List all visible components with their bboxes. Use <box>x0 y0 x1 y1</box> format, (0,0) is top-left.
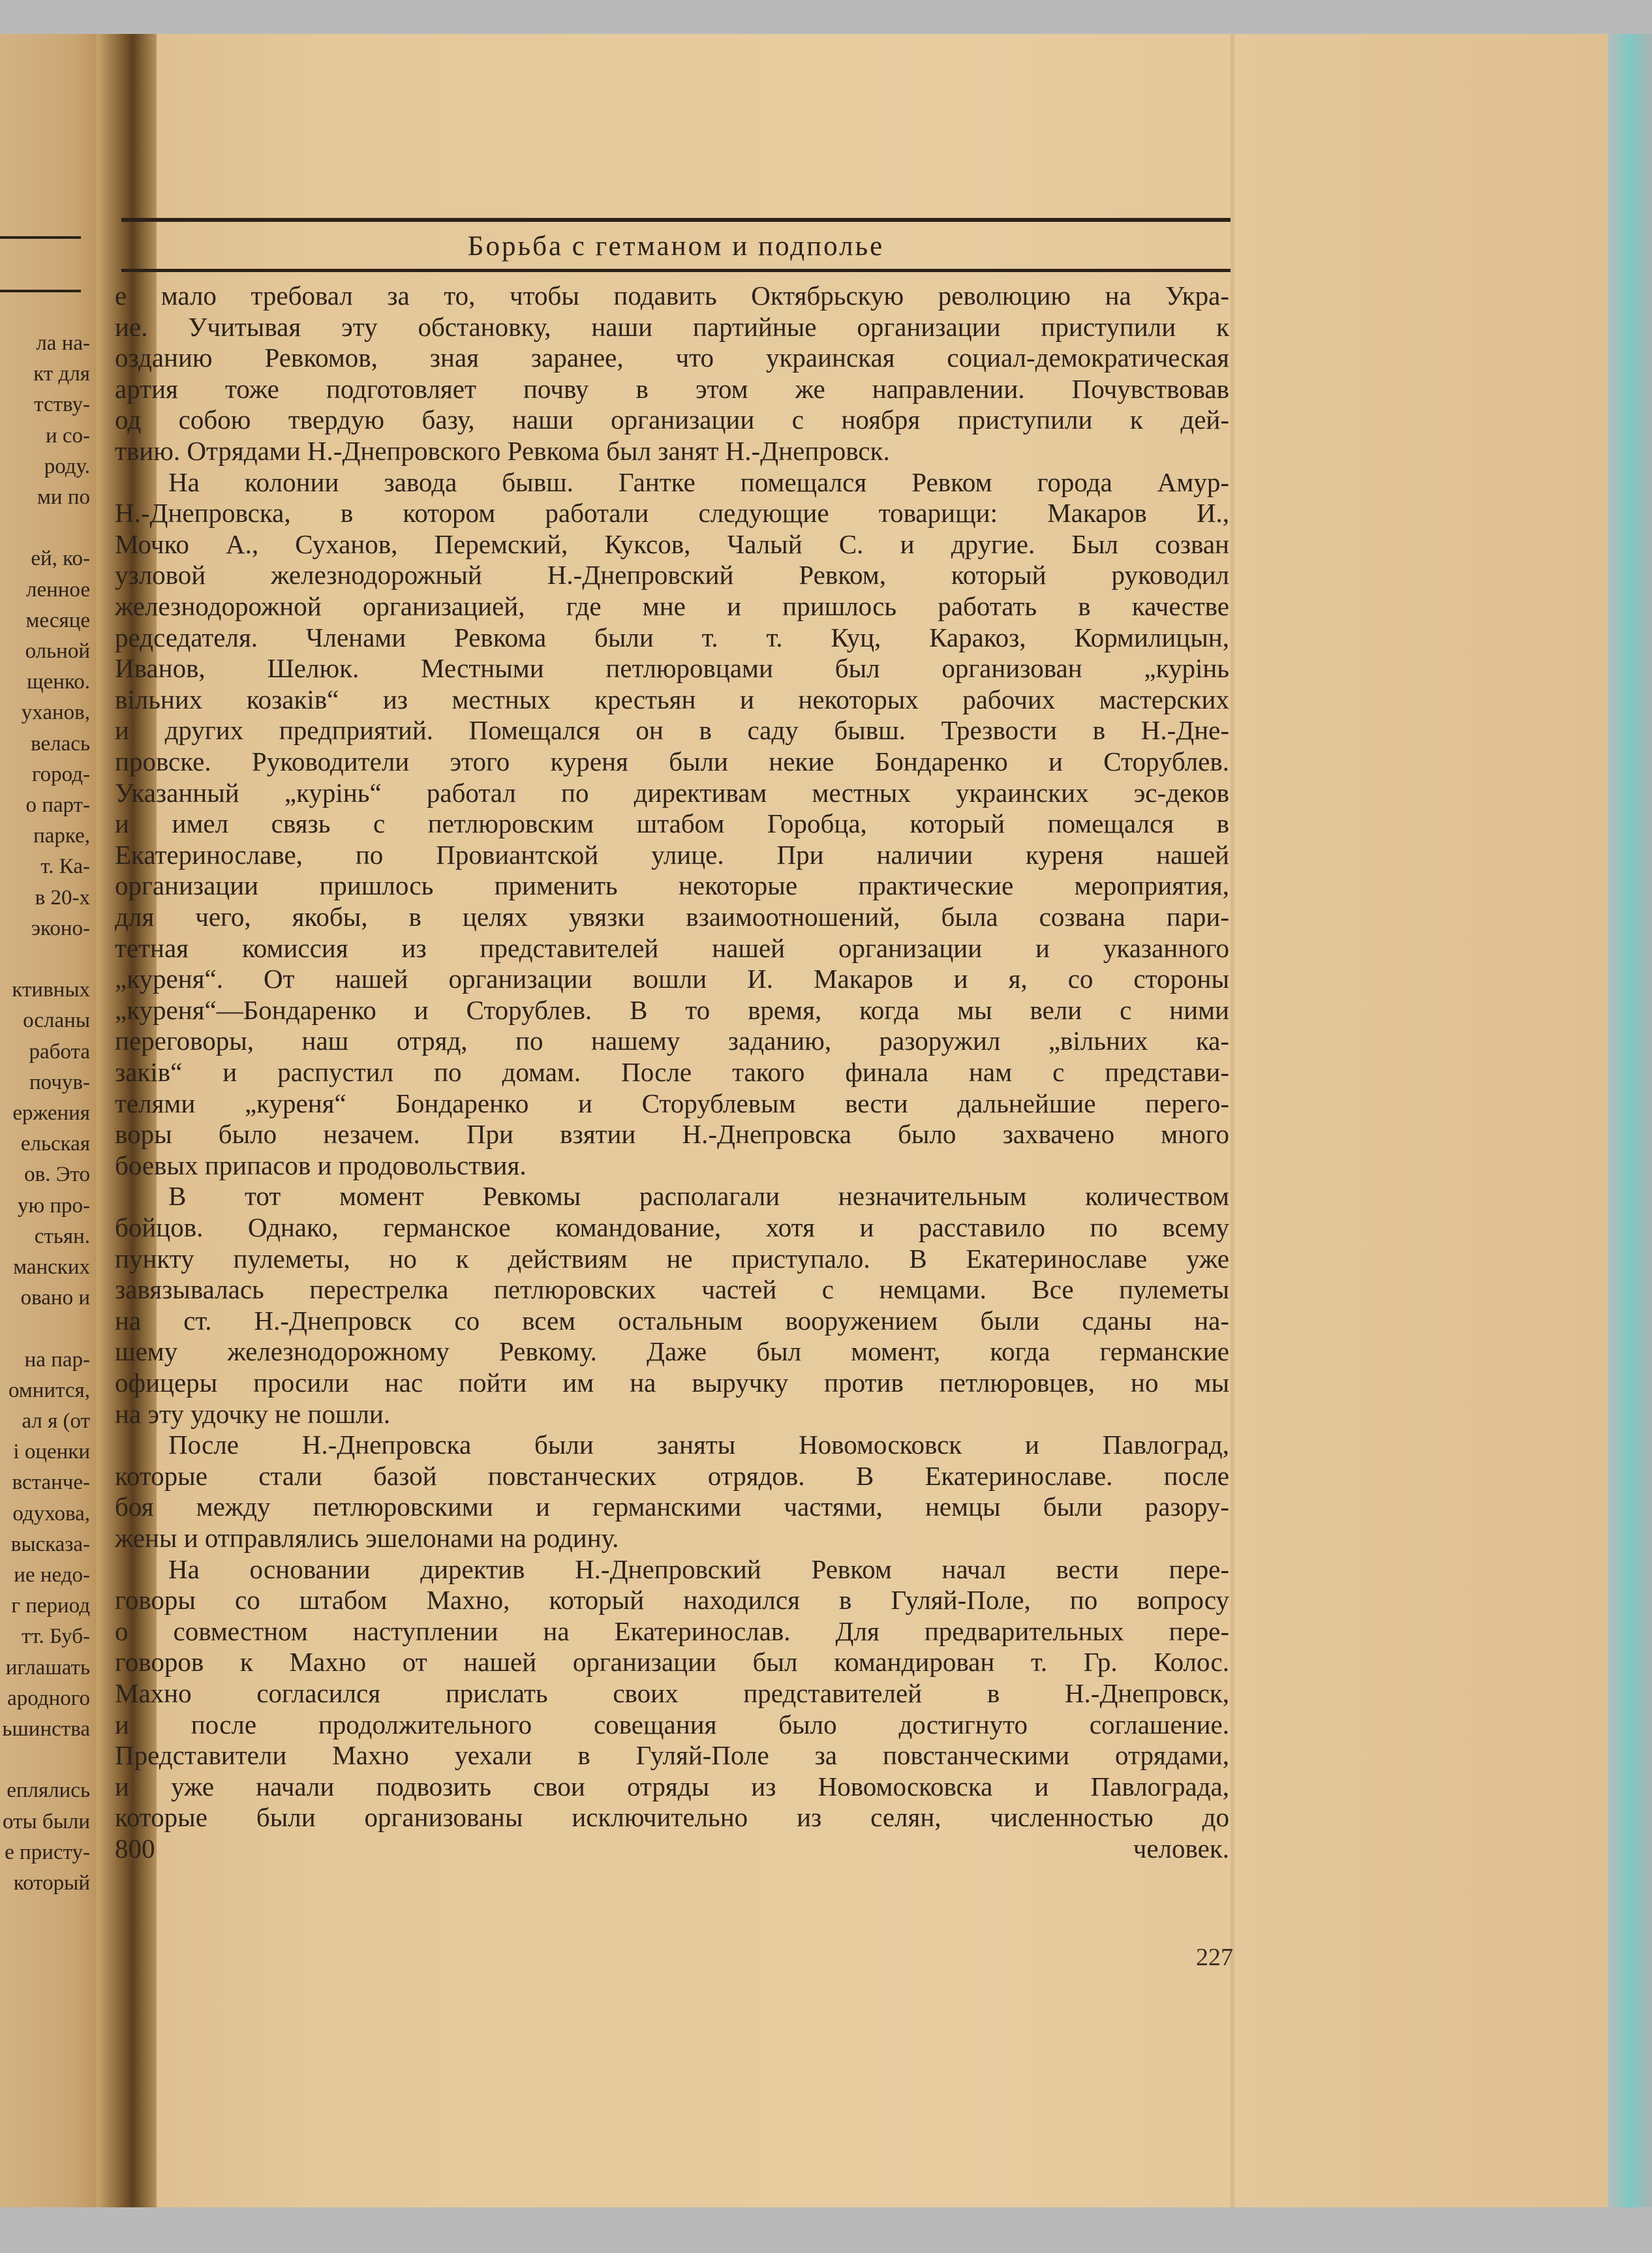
left-page-fragment: на пар- <box>24 1348 90 1372</box>
book-cover-edge <box>1608 34 1652 2207</box>
left-page-fragment: уханов, <box>21 701 90 724</box>
text-line: На основании директив Н.-Днепровский Ревком начал вести пере- <box>168 1554 1229 1584</box>
text-line: е мало требовал за то, чтобы подавить Октябрьскую революцию на Укра- <box>115 281 1229 311</box>
text-line: шему железнодорожному Ревкому. Даже был момент, когда германские <box>115 1336 1229 1366</box>
text-line: тетная комиссия из представителей нашей организации и указанного <box>115 933 1229 963</box>
left-page-fragment: ародного <box>7 1687 90 1710</box>
left-page-fragment: т. Ка- <box>40 855 90 878</box>
text-line: на ст. Н.-Днепровск со всем остальным вооружением были сданы на- <box>115 1306 1229 1336</box>
left-page-fragment: и со- <box>45 424 90 448</box>
left-page-fragment: ьшинства <box>2 1717 90 1741</box>
text-line: вільних козаків“ из местных крестьян и некоторых рабочих мастерских <box>115 684 1229 714</box>
text-line: „куреня“. От нашей организации вошли И. Макаров и я, со стороны <box>115 964 1229 994</box>
page-edge-shadow <box>1231 34 1234 2207</box>
text-line: телями „куреня“ Бондаренко и Сторублевым вести дальнейшие перего- <box>115 1088 1229 1118</box>
text-line: бойцов. Однако, германское командование, хотя и расставило по всему <box>115 1212 1229 1242</box>
text-line: жены и отправлялись эшелонами на родину. <box>115 1523 619 1553</box>
left-page-fragment: омнится, <box>8 1379 90 1402</box>
text-line: твию. Отрядами Н.-Днепровского Ревкома был занят Н.-Днепровск. <box>115 436 890 466</box>
left-page-fragment: ольной <box>25 639 90 663</box>
left-page-fragment: тству- <box>34 393 90 416</box>
left-page-fragment: месяце <box>25 609 90 632</box>
text-line: завязывалась перестрелка петлюровских частей с немцами. Все пулеметы <box>115 1274 1229 1304</box>
text-line: В тот момент Ревкомы располагали незначительным количеством <box>168 1181 1229 1211</box>
left-page-fragment: велась <box>31 732 90 756</box>
text-line: которые были организованы исключительно из селян, численностью до <box>115 1802 1229 1832</box>
left-page-fragment: кт для <box>33 362 90 386</box>
left-page-fragment: осланы <box>23 1009 90 1032</box>
text-line: организации пришлось применить некоторые практические мероприятия, <box>115 870 1229 900</box>
left-page-fragment: е присту- <box>5 1841 90 1864</box>
left-page-fragment: который <box>13 1871 90 1895</box>
left-page-fragment: высказа- <box>10 1533 90 1556</box>
left-page-fragment: эконо- <box>31 917 90 940</box>
text-line: ие. Учитывая эту обстановку, наши партийные организации приступили к <box>115 312 1229 342</box>
left-page-fragment: о парт- <box>25 793 90 817</box>
text-line: 800 человек. <box>115 1833 1229 1863</box>
text-line: Н.-Днепровска, в котором работали следующие товарищи: Макаров И., <box>115 498 1229 528</box>
left-page-fragment: г период <box>11 1594 90 1617</box>
text-line: и имел связь с петлюровским штабом Горобца, который помещался в <box>115 808 1229 838</box>
text-line: говоры со штабом Махно, который находился в Гуляй-Поле, по вопросу <box>115 1585 1229 1615</box>
scanned-page <box>0 34 1608 2207</box>
text-line: На колонии завода бывш. Гантке помещался Ревком города Амур- <box>168 467 1229 497</box>
text-line: Махно согласился прислать своих представителей в Н.-Днепровск, <box>115 1678 1229 1708</box>
text-line: для чего, якобы, в целях увязки взаимоотношений, была созвана пари- <box>115 902 1229 932</box>
text-line: Мочко А., Суханов, Перемский, Куксов, Чалый С. и другие. Был созван <box>115 529 1229 559</box>
left-page-fragment: встанче- <box>12 1471 90 1494</box>
text-line: Екатеринославе, по Провиантской улице. При наличии куреня нашей <box>115 840 1229 870</box>
left-page-fragment: ленное <box>26 578 90 602</box>
text-line: переговоры, наш отряд, по нашему заданию, разоружил „вільних ка- <box>115 1026 1229 1056</box>
left-page-fragment: стьян. <box>34 1225 90 1248</box>
left-page-edge <box>0 34 104 2207</box>
left-page-fragment: і оценки <box>13 1440 90 1464</box>
text-line: од собою твердую базу, наши организации с ноября приступили к дей- <box>115 405 1229 435</box>
text-line: провске. Руководители этого куреня были некие Бондаренко и Сторублев. <box>115 746 1229 776</box>
left-page-fragment: ие недо- <box>14 1563 90 1587</box>
text-line: боевых припасов и продовольствия. <box>115 1150 527 1180</box>
page-number: 227 <box>1196 1944 1233 1971</box>
text-line: и других предприятий. Помещался он в саду бывш. Трезвости в Н.-Дне- <box>115 715 1229 745</box>
left-page-fragment: ми по <box>37 485 90 509</box>
left-page-fragment: овано и <box>20 1286 90 1310</box>
left-page-fragment: ую про- <box>17 1194 90 1218</box>
text-line: боя между петлюровскими и германскими частями, немцы были разору- <box>115 1492 1229 1522</box>
left-page-fragment: роду. <box>44 455 90 478</box>
text-line: Представители Махно уехали в Гуляй-Поле за повстанческими отрядами, <box>115 1740 1229 1770</box>
left-page-fragment: работа <box>29 1040 90 1064</box>
text-line: озданию Ревкомов, зная заранее, что украинская социал-демократическая <box>115 343 1229 373</box>
left-page-fragment: ал я (от <box>22 1409 90 1433</box>
left-page-fragment: ельская <box>20 1132 90 1156</box>
left-page-fragment: в 20-х <box>35 886 90 910</box>
text-line: заків“ и распустил по домам. После такого финала нам с представи- <box>115 1057 1229 1087</box>
left-page-fragment: ла на- <box>36 331 90 355</box>
text-line: редседателя. Членами Ревкома были т. т. Куц, Каракоз, Кормилицын, <box>115 622 1229 652</box>
left-page-fragment: парке, <box>33 824 90 848</box>
text-line: Указанный „курінь“ работал по директивам местных украинских эс-деков <box>115 778 1229 808</box>
left-page-fragment: иглашать <box>5 1656 90 1679</box>
text-line: офицеры просили нас пойти им на выручку против петлюровцев, но мы <box>115 1368 1229 1398</box>
text-line: „куреня“—Бондаренко и Сторублев. В то время, когда мы вели с ними <box>115 995 1229 1025</box>
text-line: воры было незачем. При взятии Н.-Днепровска было захвачено много <box>115 1119 1229 1149</box>
left-page-rule <box>0 290 81 292</box>
left-page-fragment: щенко. <box>27 670 90 694</box>
left-page-fragment: одухова, <box>12 1502 90 1525</box>
left-page-fragment: почув- <box>29 1071 90 1094</box>
left-page-rule <box>0 236 81 239</box>
text-line: которые стали базой повстанческих отрядов. В Екатеринославе. после <box>115 1461 1229 1491</box>
left-page-fragment: ктивных <box>12 978 90 1002</box>
left-page-fragment: ов. Это <box>24 1163 90 1186</box>
text-line: говоров к Махно от нашей организации был командирован т. Гр. Колос. <box>115 1647 1229 1677</box>
running-head: Борьба с гетманом и подполье <box>467 231 885 262</box>
left-page-fragment: ержения <box>12 1101 90 1125</box>
left-page-fragment: город- <box>31 763 90 786</box>
text-line: о совместном наступлении на Екатеринослав. Для предварительных пере- <box>115 1616 1229 1646</box>
header-rule-bottom <box>121 269 1231 272</box>
left-page-fragment: ей, ко- <box>31 547 90 570</box>
left-page-fragment: оты были <box>3 1810 90 1833</box>
text-line: Иванов, Шелюк. Местными петлюровцами был организован „курінь <box>115 653 1229 683</box>
text-line: пункту пулеметы, но к действиям не приступало. В Екатеринославе уже <box>115 1244 1229 1274</box>
left-page-fragment: еплялись <box>7 1779 90 1802</box>
text-line: и после продолжительного совещания было достигнуто соглашение. <box>115 1709 1229 1740</box>
header-rule-top <box>121 218 1231 222</box>
text-line: и уже начали подвозить свои отряды из Новомосковска и Павлограда, <box>115 1771 1229 1801</box>
text-line: артия тоже подготовляет почву в этом же направлении. Почувствовав <box>115 374 1229 404</box>
left-page-fragment: манских <box>13 1255 90 1279</box>
left-page-fragment: тт. Буб- <box>22 1625 90 1648</box>
text-line: на эту удочку не пошли. <box>115 1399 391 1429</box>
text-line: узловой железнодорожный Н.-Днепровский Ревком, который руководил <box>115 560 1229 590</box>
text-line: После Н.-Днепровска были заняты Новомосковск и Павлоград, <box>168 1430 1229 1460</box>
text-line: железнодорожной организацией, где мне и пришлось работать в качестве <box>115 591 1229 621</box>
